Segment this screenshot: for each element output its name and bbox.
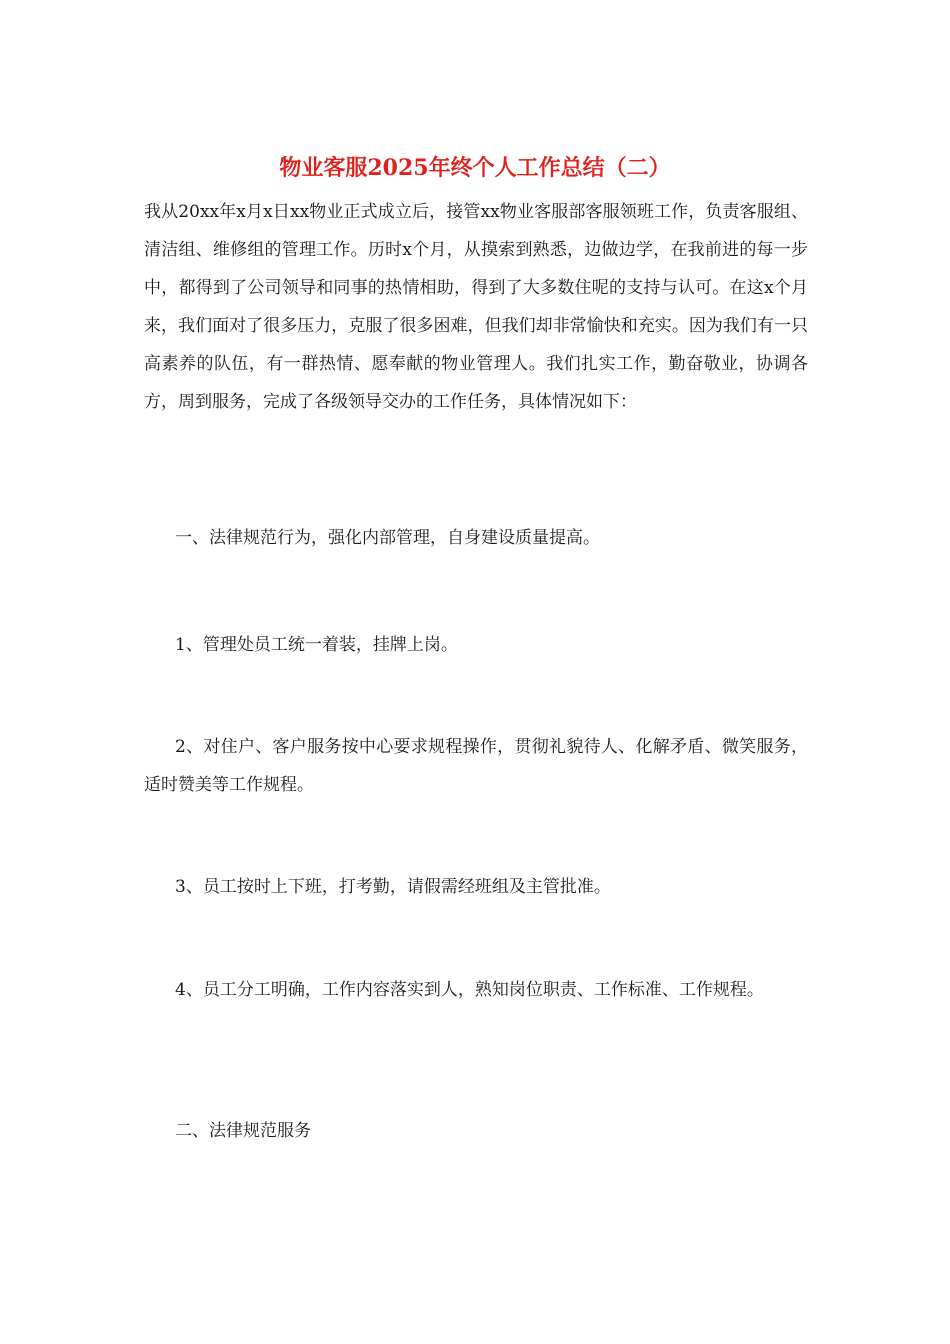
list-item-3: 3、员工按时上下班，打考勤，请假需经班组及主管批准。: [175, 877, 611, 897]
list-item-1: 1、管理处员工统一着装，挂牌上岗。: [175, 635, 458, 655]
document-title: 物业客服2025年终个人工作总结（二）: [279, 155, 671, 181]
section-heading-1: 一、法律规范行为，强化内部管理，自身建设质量提高。: [175, 528, 600, 548]
paragraph-intro: 我从20xx年x月x日xx物业正式成立后，接管xx物业客服部客服领班工作，负责客服组、清洁组、维修组的管理工作。历时x个月，从摸索到熟悉，边做边学，在我前进的每一步中，都得到了公司领导和同事的热情相助，得到了大多数住呢的支持与认可。在这x个月来，我们面对了很多压力，克服了很多困难，但我们却非常愉快和充实。因为我们有一只高素养的队伍，有一群热情、愿奉献的物业管理人。我们扎实工作，勤奋敬业，协调各方，周到服务，完成了各级领导交办的工作任务，具体情况如下：: [144, 202, 808, 412]
list-item-2: 2、对住户、客户服务按中心要求规程操作，贯彻礼貌待人、化解矛盾、微笑服务，适时赞美等工作规程。: [144, 737, 808, 795]
section-heading-2: 二、法律规范服务: [175, 1121, 311, 1141]
list-item-4: 4、员工分工明确，工作内容落实到人，熟知岗位职责、工作标准、工作规程。: [175, 980, 764, 1000]
